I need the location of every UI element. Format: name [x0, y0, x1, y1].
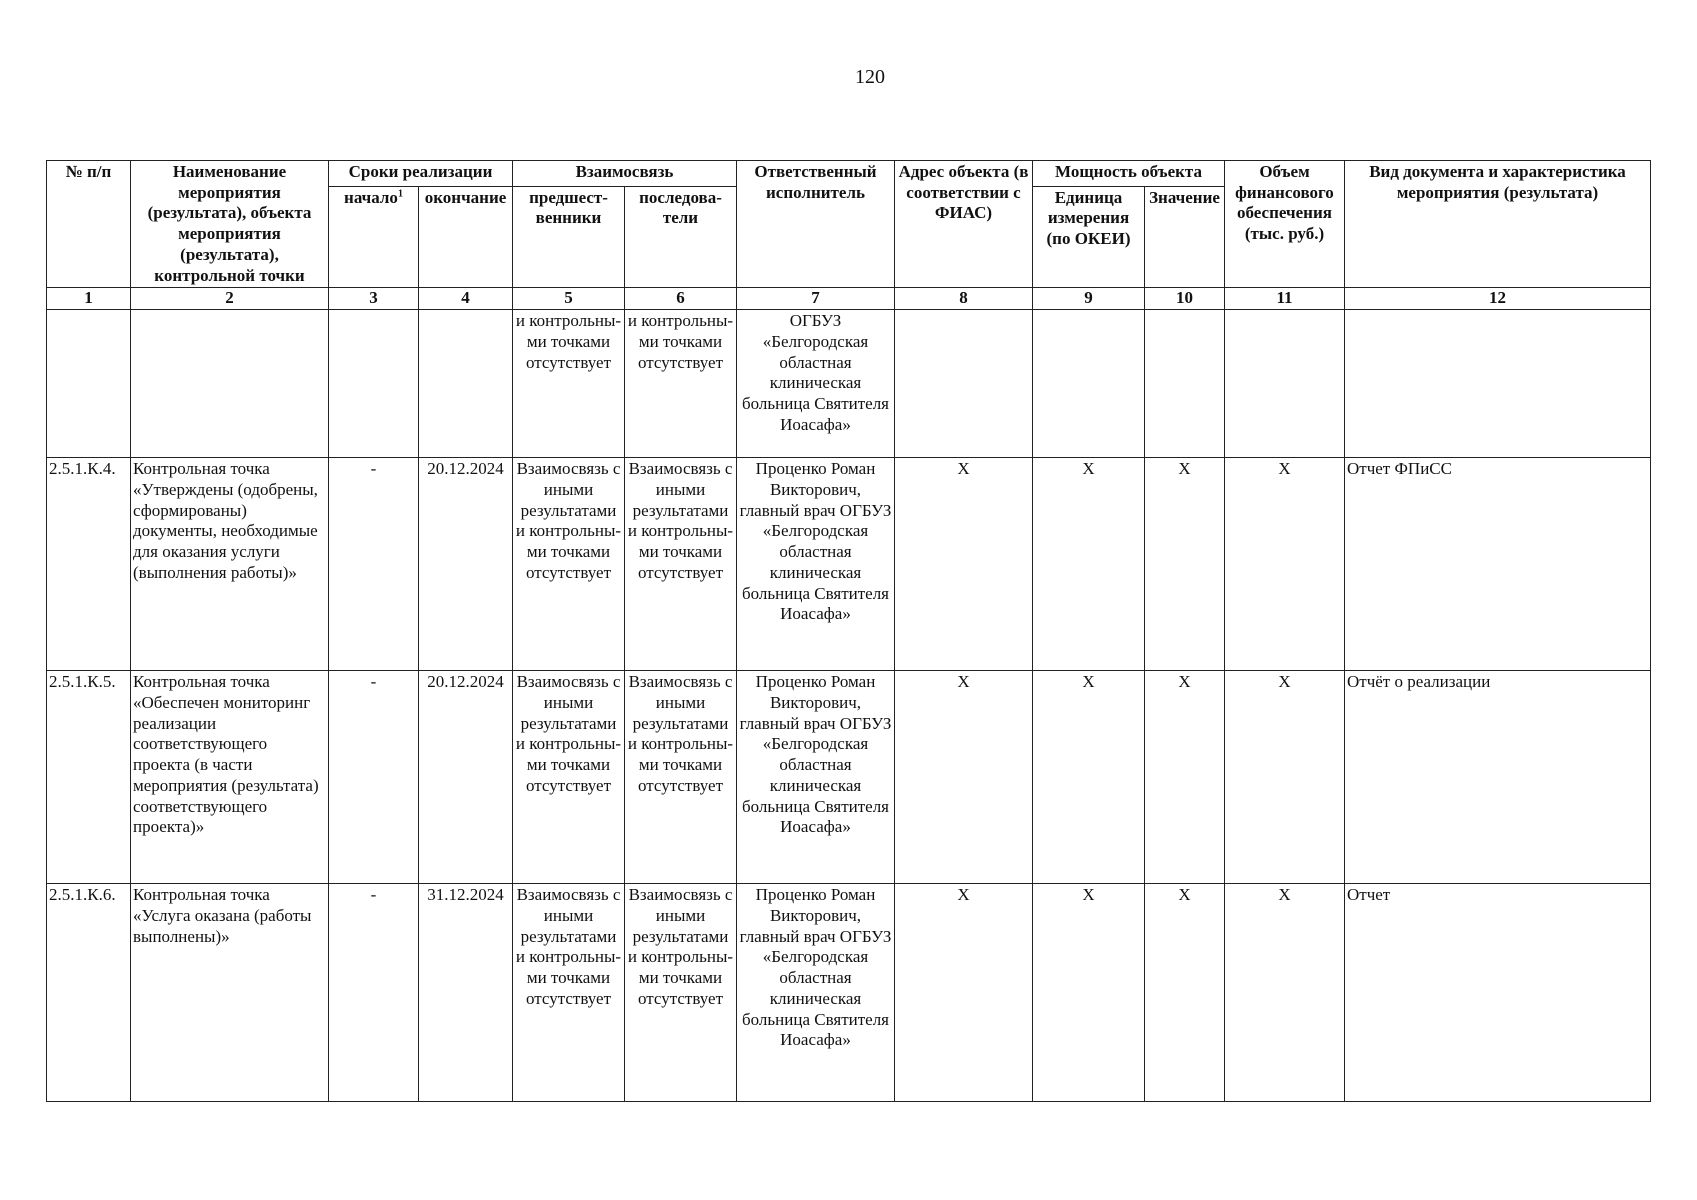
header-terms-group: Сроки реализации	[329, 161, 513, 187]
row-number: 2.5.1.К.4.	[47, 458, 131, 671]
row-successors: Взаимосвязь с иными результатами и контрольны-ми точками отсутствует	[625, 458, 737, 671]
row-predecessors: Взаимосвязь с иными результатами и контрольны-ми точками отсутствует	[513, 458, 625, 671]
row-predecessors: Взаимосвязь с иными результатами и контрольны-ми точками отсутствует	[513, 671, 625, 884]
row-funding: X	[1225, 671, 1345, 884]
row-name: Контрольная точка «Обеспечен мониторинг реализации соответствующего проекта (в части мероприятия (результата) соответствующего проекта)»	[131, 671, 329, 884]
row-predecessors: Взаимосвязь с иными результатами и контрольны-ми точками отсутствует	[513, 884, 625, 1102]
row-address: X	[895, 884, 1033, 1102]
row-number: 2.5.1.К.5.	[47, 671, 131, 884]
header-capacity-group: Мощность объекта	[1033, 161, 1225, 187]
column-number: 12	[1345, 288, 1651, 310]
header-responsible: Ответственный исполнитель	[737, 161, 895, 288]
row-funding: X	[1225, 884, 1345, 1102]
header-relation-group: Взаимосвязь	[513, 161, 737, 187]
row-unit: X	[1033, 884, 1145, 1102]
page-number: 120	[855, 66, 885, 88]
row-name: Контрольная точка «Утверждены (одобрены, сформированы) документы, необходимые для оказания услуги (выполнения работы)»	[131, 458, 329, 671]
column-number: 9	[1033, 288, 1145, 310]
row-unit: X	[1033, 671, 1145, 884]
row-end	[419, 310, 513, 458]
header-num: № п/п	[47, 161, 131, 288]
column-number: 1	[47, 288, 131, 310]
row-address	[895, 310, 1033, 458]
table-row	[47, 671, 1651, 884]
header-funding: Объем финансового обеспечения (тыс. руб.)	[1225, 161, 1345, 288]
row-responsible: ОГБУЗ «Белгородская областная клиническая больница Святителя Иоасафа»	[737, 310, 895, 458]
column-number: 4	[419, 288, 513, 310]
header-doc-type: Вид документа и характеристика мероприятия (результата)	[1345, 161, 1651, 288]
row-funding	[1225, 310, 1345, 458]
row-doc: Отчет	[1345, 884, 1651, 1102]
header-unit: Единица измерения (по ОКЕИ)	[1033, 186, 1145, 288]
row-value	[1145, 310, 1225, 458]
row-successors: Взаимосвязь с иными результатами и контрольны-ми точками отсутствует	[625, 671, 737, 884]
table-row	[47, 458, 1651, 671]
row-doc: Отчет ФПиСС	[1345, 458, 1651, 671]
row-responsible: Проценко Роман Викторович, главный врач ОГБУЗ «Белгородская областная клиническая больница Святителя Иоасафа»	[737, 458, 895, 671]
header-name: Наименование мероприятия (результата), объекта мероприятия (результата), контрольной точки	[131, 161, 329, 288]
row-start: -	[329, 671, 419, 884]
row-responsible: Проценко Роман Викторович, главный врач ОГБУЗ «Белгородская областная клиническая больница Святителя Иоасафа»	[737, 884, 895, 1102]
column-number: 7	[737, 288, 895, 310]
row-predecessors: и контрольны-ми точками отсутствует	[513, 310, 625, 458]
row-address: X	[895, 671, 1033, 884]
row-value: X	[1145, 884, 1225, 1102]
row-name: Контрольная точка «Услуга оказана (работы выполнены)»	[131, 884, 329, 1102]
row-value: X	[1145, 458, 1225, 671]
row-successors: и контрольны-ми точками отсутствует	[625, 310, 737, 458]
column-number: 11	[1225, 288, 1345, 310]
column-number: 2	[131, 288, 329, 310]
row-end: 20.12.2024	[419, 671, 513, 884]
header-value: Значение	[1145, 186, 1225, 288]
row-successors: Взаимосвязь с иными результатами и контрольны-ми точками отсутствует	[625, 884, 737, 1102]
row-number	[47, 310, 131, 458]
table-row	[47, 884, 1651, 1102]
header-predecessors: предшест-венники	[513, 186, 625, 288]
row-address: X	[895, 458, 1033, 671]
column-number: 3	[329, 288, 419, 310]
row-name	[131, 310, 329, 458]
row-value: X	[1145, 671, 1225, 884]
column-number: 10	[1145, 288, 1225, 310]
header-start-label: начало	[344, 187, 398, 207]
footnote-mark: 1	[397, 188, 403, 200]
row-start	[329, 310, 419, 458]
column-number: 5	[513, 288, 625, 310]
header-row-top	[47, 161, 1651, 187]
row-responsible: Проценко Роман Викторович, главный врач ОГБУЗ «Белгородская областная клиническая больница Святителя Иоасафа»	[737, 671, 895, 884]
row-start: -	[329, 884, 419, 1102]
row-number: 2.5.1.К.6.	[47, 884, 131, 1102]
header-successors: последова-тели	[625, 186, 737, 288]
header-start	[329, 186, 419, 288]
row-end: 31.12.2024	[419, 884, 513, 1102]
header-address: Адрес объекта (в соответствии с ФИАС)	[895, 161, 1033, 288]
row-funding: X	[1225, 458, 1345, 671]
row-unit: X	[1033, 458, 1145, 671]
header-end: окончание	[419, 186, 513, 288]
row-start: -	[329, 458, 419, 671]
table-row	[47, 310, 1651, 458]
column-number: 6	[625, 288, 737, 310]
row-unit	[1033, 310, 1145, 458]
column-number: 8	[895, 288, 1033, 310]
column-number-row	[47, 288, 1651, 310]
row-doc	[1345, 310, 1651, 458]
plan-table	[46, 160, 1651, 1102]
row-doc: Отчёт о реализации	[1345, 671, 1651, 884]
row-end: 20.12.2024	[419, 458, 513, 671]
